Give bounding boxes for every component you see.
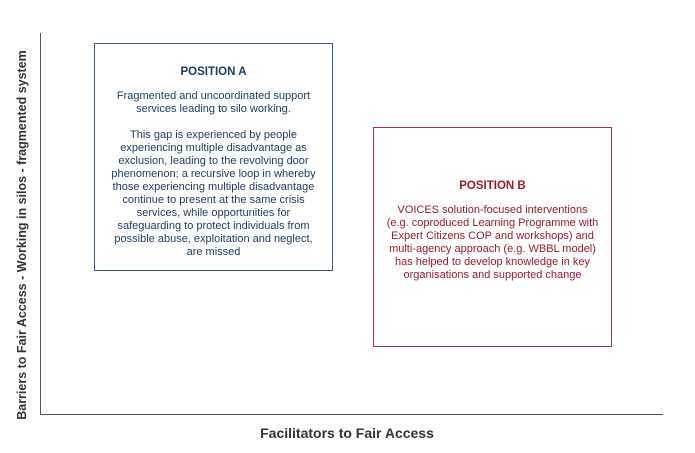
position-a-paragraph-1: Fragmented and uncoordinated support services leading to silo working. [116,90,311,115]
position-b-paragraph-1: VOICES solution-focused interventions (e.g. coproduced Learning Programme with Expert Citizens COP and workshops) and multi-agency approach (e.g. WBBL model) has helped to develop knowledge in key organisations and supported change [386,204,599,281]
position-a-box [94,43,333,271]
x-axis-label: Facilitators to Fair Access [260,425,434,441]
y-axis-line [40,33,41,415]
position-a-title: POSITION A [180,66,247,78]
position-a-paragraph-2: This gap is experienced by people experiencing multiple disadvantage as exclusion, leading to the revolving door phenomenon; a recursive loop in whereby those experiencing multiple disadvantage continue to present at the same crisis services, while opportunities for safeguarding to protect individuals from possible abuse, exploitation and neglect, are missed [111,129,316,258]
position-b-box [373,127,612,347]
x-axis-line [40,414,663,415]
position-b-title: POSITION B [459,180,526,192]
y-axis-label: Barriers to Fair Access - Working in silos - fragmented system [15,50,29,420]
